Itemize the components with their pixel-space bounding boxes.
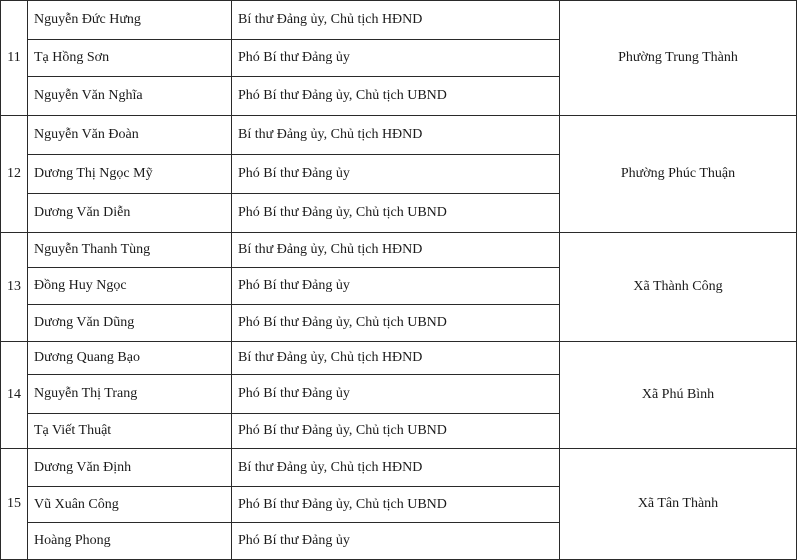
person-role: Bí thư Đảng ủy, Chủ tịch HĐND (232, 449, 560, 487)
row-number: 11 (1, 1, 28, 116)
unit-name: Xã Phú Bình (560, 342, 797, 449)
person-role: Bí thư Đảng ủy, Chủ tịch HĐND (232, 116, 560, 155)
person-role: Bí thư Đảng ủy, Chủ tịch HĐND (232, 1, 560, 40)
table-row (1, 116, 797, 155)
person-name: Nguyễn Văn Nghĩa (28, 77, 232, 116)
person-name: Nguyễn Thanh Tùng (28, 233, 232, 268)
person-role: Phó Bí thư Đảng ủy (232, 40, 560, 77)
person-role: Phó Bí thư Đảng ủy (232, 375, 560, 414)
row-number: 15 (1, 449, 28, 560)
table-row (1, 233, 797, 268)
person-role: Phó Bí thư Đảng ủy (232, 155, 560, 194)
table-row (1, 1, 797, 40)
person-name: Hoàng Phong (28, 523, 232, 560)
person-role: Phó Bí thư Đảng ủy, Chủ tịch UBND (232, 77, 560, 116)
person-name: Nguyễn Thị Trang (28, 375, 232, 414)
person-role: Phó Bí thư Đảng ủy, Chủ tịch UBND (232, 194, 560, 233)
person-role: Bí thư Đảng ủy, Chủ tịch HĐND (232, 342, 560, 375)
person-name: Dương Văn Định (28, 449, 232, 487)
person-name: Vũ Xuân Công (28, 487, 232, 523)
person-role: Phó Bí thư Đảng ủy (232, 268, 560, 305)
person-name: Dương Thị Ngọc Mỹ (28, 155, 232, 194)
unit-name: Phường Trung Thành (560, 1, 797, 116)
person-role: Phó Bí thư Đảng ủy (232, 523, 560, 560)
table-row (1, 449, 797, 487)
unit-name: Xã Thành Công (560, 233, 797, 342)
person-name: Dương Quang Bạo (28, 342, 232, 375)
table-row (1, 342, 797, 375)
person-name: Nguyễn Văn Đoàn (28, 116, 232, 155)
unit-name: Xã Tân Thành (560, 449, 797, 560)
person-name: Đồng Huy Ngọc (28, 268, 232, 305)
row-number: 14 (1, 342, 28, 449)
person-role: Bí thư Đảng ủy, Chủ tịch HĐND (232, 233, 560, 268)
person-role: Phó Bí thư Đảng ủy, Chủ tịch UBND (232, 305, 560, 342)
person-name: Dương Văn Dũng (28, 305, 232, 342)
person-role: Phó Bí thư Đảng ủy, Chủ tịch UBND (232, 414, 560, 449)
row-number: 12 (1, 116, 28, 233)
person-name: Tạ Hồng Sơn (28, 40, 232, 77)
person-role: Phó Bí thư Đảng ủy, Chủ tịch UBND (232, 487, 560, 523)
row-number: 13 (1, 233, 28, 342)
person-name: Nguyễn Đức Hưng (28, 1, 232, 40)
unit-name: Phường Phúc Thuận (560, 116, 797, 233)
person-name: Dương Văn Diễn (28, 194, 232, 233)
person-name: Tạ Viết Thuật (28, 414, 232, 449)
